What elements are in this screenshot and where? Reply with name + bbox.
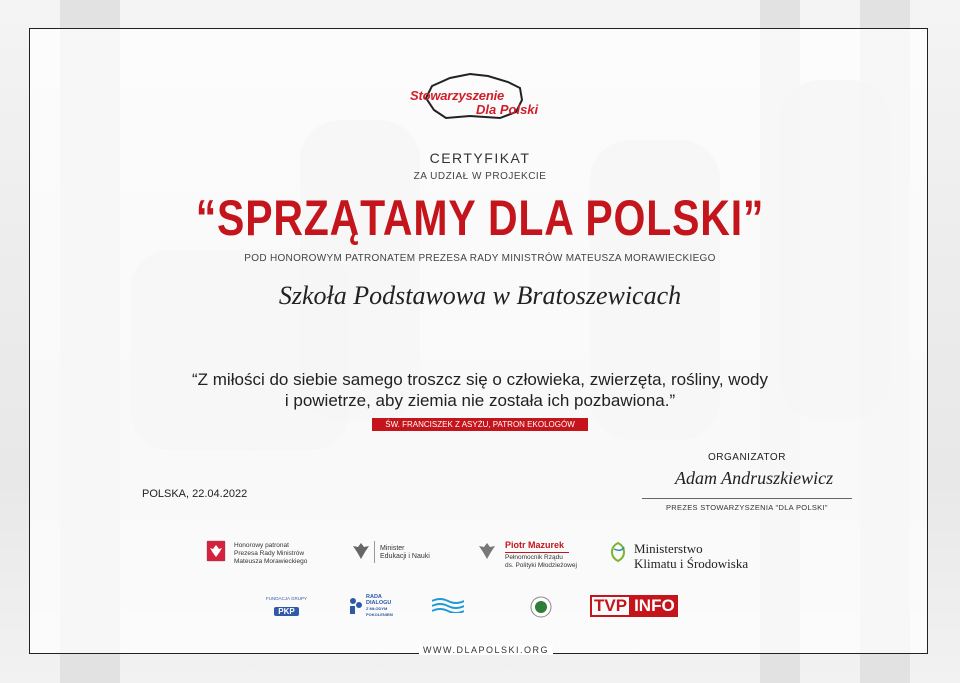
eagle-emblem-icon: [478, 541, 496, 561]
info-logo-text: INFO: [631, 595, 678, 617]
tvp-logo-text: TVP: [590, 595, 631, 617]
partner-5-line-1: FUNDACJA GRUPY: [266, 596, 308, 601]
project-title: “SPRZĄTAMY DLA POLSKI”: [195, 190, 765, 246]
signature-line: [642, 498, 852, 499]
leaf-icon: [608, 541, 628, 568]
quote: [0, 369, 960, 411]
signature: Adam Andruszkiewicz: [675, 468, 834, 488]
people-icon: [348, 596, 364, 621]
partner-5-line-2: PKP: [274, 607, 298, 616]
partner-3-name: Piotr Mazurek: [505, 540, 565, 550]
organizer-label: ORGANIZATOR: [708, 452, 786, 463]
recipient-name: Szkoła Podstawowa w Bratoszewicach: [278, 281, 682, 310]
logo-text-line2: Dla Polski: [476, 102, 539, 117]
certificate-heading: CERTYFIKAT: [429, 150, 531, 166]
partner-3-line-1: Pełnomocnik Rządu: [505, 554, 563, 561]
partner-2-line-2: Edukacji i Nauki: [380, 553, 430, 560]
partner-6-line-4: POKOLENIEM: [366, 612, 393, 617]
partner-logo-pkp-foundation: [266, 596, 307, 619]
polish-eagle-icon: [206, 540, 226, 562]
partner-1-line-3: Mateusza Morawieckiego: [234, 558, 308, 565]
partner-logo-forest-emblem: [530, 596, 552, 623]
partner-4-line-1: Ministerstwo: [634, 541, 703, 556]
patronage-text: POD HONOROWYM PATRONATEM PREZESA RADY MINISTRÓW MATEUSZA MORAWIECKIEGO: [244, 253, 716, 264]
divider: [374, 541, 375, 563]
partner-6-line-1: RADA: [366, 594, 382, 600]
partner-6-line-2: DIALOGU: [366, 600, 392, 606]
certificate-subheading: ZA UDZIAŁ W PROJEKCIE: [413, 171, 547, 182]
organization-logo: [410, 72, 550, 122]
quote-line-1: “Z miłości do siebie samego troszcz się o człowieka, zwierzęta, rośliny, wody: [192, 370, 768, 389]
partner-3-line-2: ds. Polityki Młodzieżowej: [505, 562, 577, 569]
website-footer: WWW.DLAPOLSKI.ORG: [419, 645, 553, 655]
partner-1-line-2: Prezesa Rady Ministrów: [234, 550, 305, 557]
partner-logo-tvp-info: [590, 595, 678, 617]
partner-2-line-1: Minister: [380, 545, 405, 552]
partner-4-line-2: Klimatu i Środowiska: [634, 556, 749, 571]
partner-6-line-3: Z MŁODYM: [366, 606, 388, 611]
quote-source-badge: ŚW. FRANCISZEK Z ASYŻU, PATRON EKOLOGÓW: [372, 418, 588, 431]
issue-date: POLSKA, 22.04.2022: [142, 488, 248, 500]
divider: [505, 552, 569, 553]
partner-1-line-1: Honorowy patronat: [234, 542, 289, 549]
partner-logo-water-institute: [432, 597, 464, 618]
quote-line-2: i powietrze, aby ziemia nie została ich pozbawiona.”: [284, 391, 676, 410]
president-label: PREZES STOWARZYSZENIA "DLA POLSKI": [666, 503, 828, 512]
eagle-emblem-icon: [352, 541, 370, 561]
logo-text-line1: Stowarzyszenie: [410, 88, 505, 103]
